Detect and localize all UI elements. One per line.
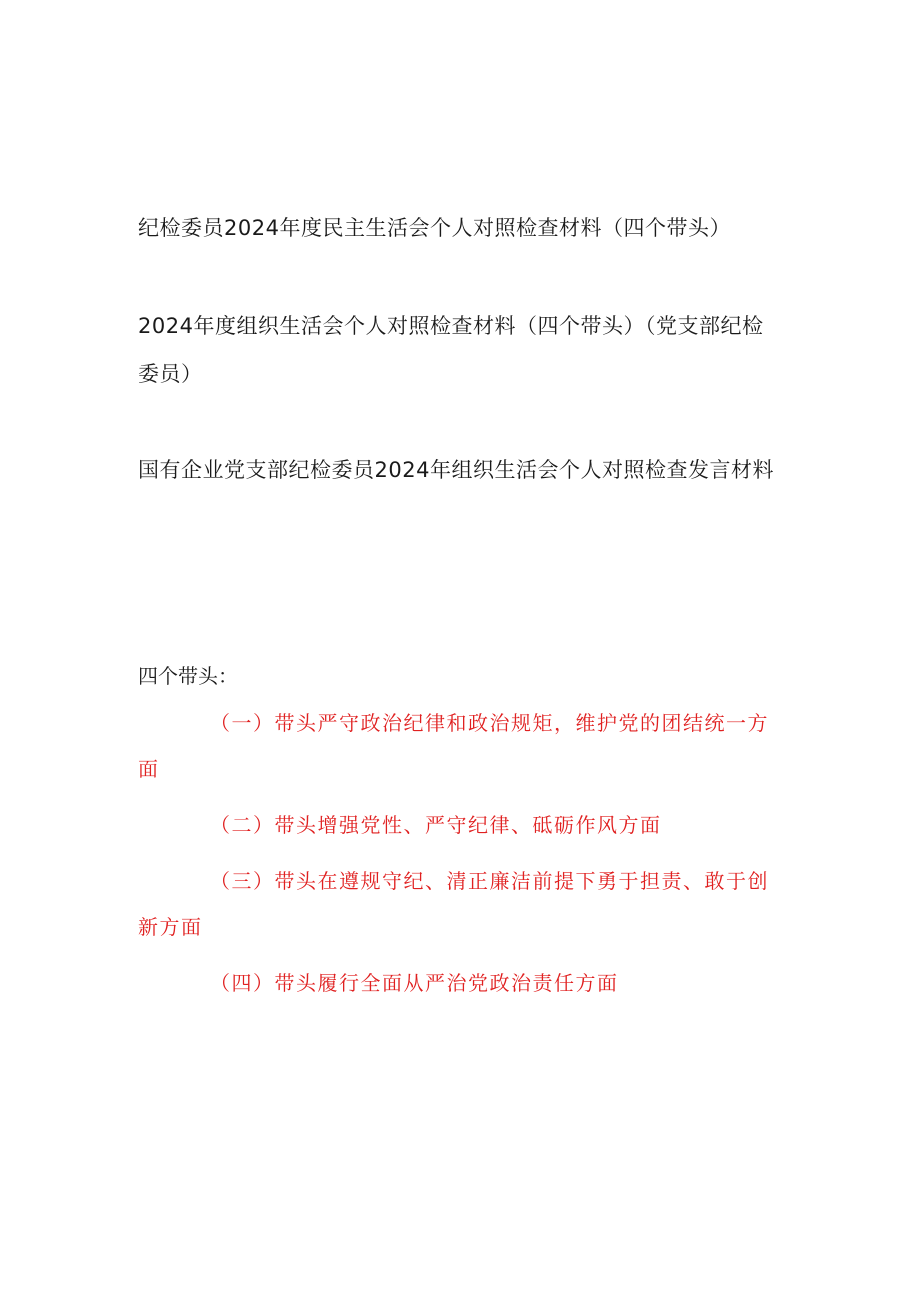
section-heading: 四个带头：: [138, 664, 238, 688]
section-item-2: （二）带头增强党性、严守纪律、砥砺作风方面: [210, 813, 662, 837]
section-item-list: [138, 700, 786, 1016]
document-title-2: 2024年度组织生活会个人对照检查材料（四个带头）（党支部纪检委员）: [138, 314, 764, 386]
document-title-3: 国有企业党支部纪检委员2024年组织生活会个人对照检查发言材料: [138, 458, 774, 482]
section-item-3: （三）带头在遵规守纪、清正廉洁前提下勇于担责、敢于创新方面: [138, 869, 769, 939]
section-item-1: （一）带头严守政治纪律和政治规矩，维护党的团结统一方面: [138, 711, 769, 781]
document-title-1: 纪检委员2024年度民主生活会个人对照检查材料（四个带头）: [138, 216, 731, 240]
section-item-4: （四）带头履行全面从严治党政治责任方面: [210, 971, 619, 995]
